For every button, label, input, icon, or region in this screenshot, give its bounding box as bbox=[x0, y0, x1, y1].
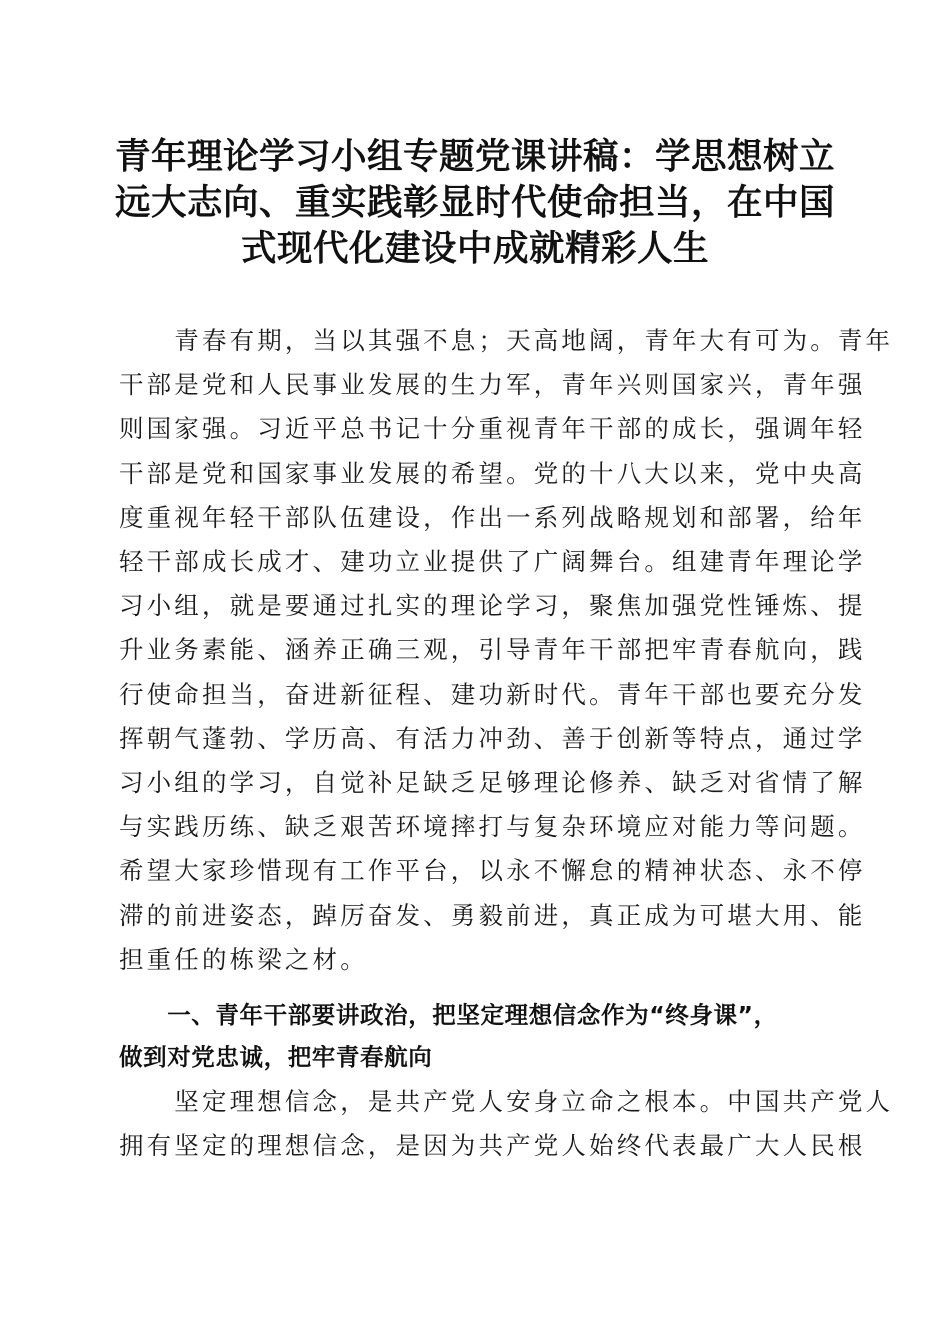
paragraph-line: 拥有坚定的理想信念，是因为共产党人始终代表最广大人民根 bbox=[119, 1131, 866, 1161]
section-one-paragraph bbox=[119, 1080, 894, 1168]
paragraph-line: 希望大家珍惜现有工作平台，以永不懈怠的精神状态、永不停 bbox=[119, 856, 866, 886]
document-title bbox=[110, 134, 840, 272]
heading-line: 做到对党忠诚，把牢青春航向 bbox=[119, 1043, 433, 1071]
paragraph-line: 度重视年轻干部队伍建设，作出一系列战略规划和部署，给年 bbox=[119, 502, 866, 532]
paragraph-line: 坚定理想信念，是共产党人安身立命之根本。中国共产党人 bbox=[119, 1087, 894, 1116]
section-one-heading bbox=[119, 994, 826, 1078]
paragraph-line: 则国家强。习近平总书记十分重视青年干部的成长，强调年轻 bbox=[119, 414, 866, 444]
paragraph-line: 担重任的栋梁之材。 bbox=[119, 944, 368, 974]
title-line: 式现代化建设中成就精彩人生 bbox=[240, 228, 709, 269]
paragraph-line: 挥朝气蓬勃、学历高、有活力冲劲、善于创新等特点，通过学 bbox=[119, 723, 866, 753]
intro-paragraph bbox=[119, 319, 894, 982]
paragraph-line: 升业务素能、涵养正确三观，引导青年干部把牢青春航向，践 bbox=[119, 635, 866, 665]
paragraph-line: 与实践历练、缺乏艰苦环境摔打与复杂环境应对能力等问题。 bbox=[119, 812, 866, 842]
paragraph-line: 青春有期，当以其强不息；天高地阔，青年大有可为。青年 bbox=[119, 326, 894, 355]
paragraph-line: 行使命担当，奋进新征程、建功新时代。青年干部也要充分发 bbox=[119, 679, 866, 709]
heading-line: 一、青年干部要讲政治，把坚定理想信念作为“终身课”， bbox=[119, 1001, 778, 1029]
paragraph-line: 滞的前进姿态，踔厉奋发、勇毅前进，真正成为可堪大用、能 bbox=[119, 900, 866, 930]
title-line: 青年理论学习小组专题党课讲稿：学思想树立 bbox=[114, 136, 835, 177]
paragraph-line: 干部是党和国家事业发展的希望。党的十八大以来，党中央高 bbox=[119, 458, 866, 488]
paragraph-line: 习小组，就是要通过扎实的理论学习，聚焦加强党性锤炼、提 bbox=[119, 591, 866, 621]
paragraph-line: 轻干部成长成才、建功立业提供了广阔舞台。组建青年理论学 bbox=[119, 547, 866, 577]
paragraph-line: 习小组的学习，自觉补足缺乏足够理论修养、缺乏对省情了解 bbox=[119, 768, 866, 798]
title-line: 远大志向、重实践彰显时代使命担当，在中国 bbox=[114, 182, 835, 223]
paragraph-line: 干部是党和人民事业发展的生力军，青年兴则国家兴，青年强 bbox=[119, 370, 866, 400]
